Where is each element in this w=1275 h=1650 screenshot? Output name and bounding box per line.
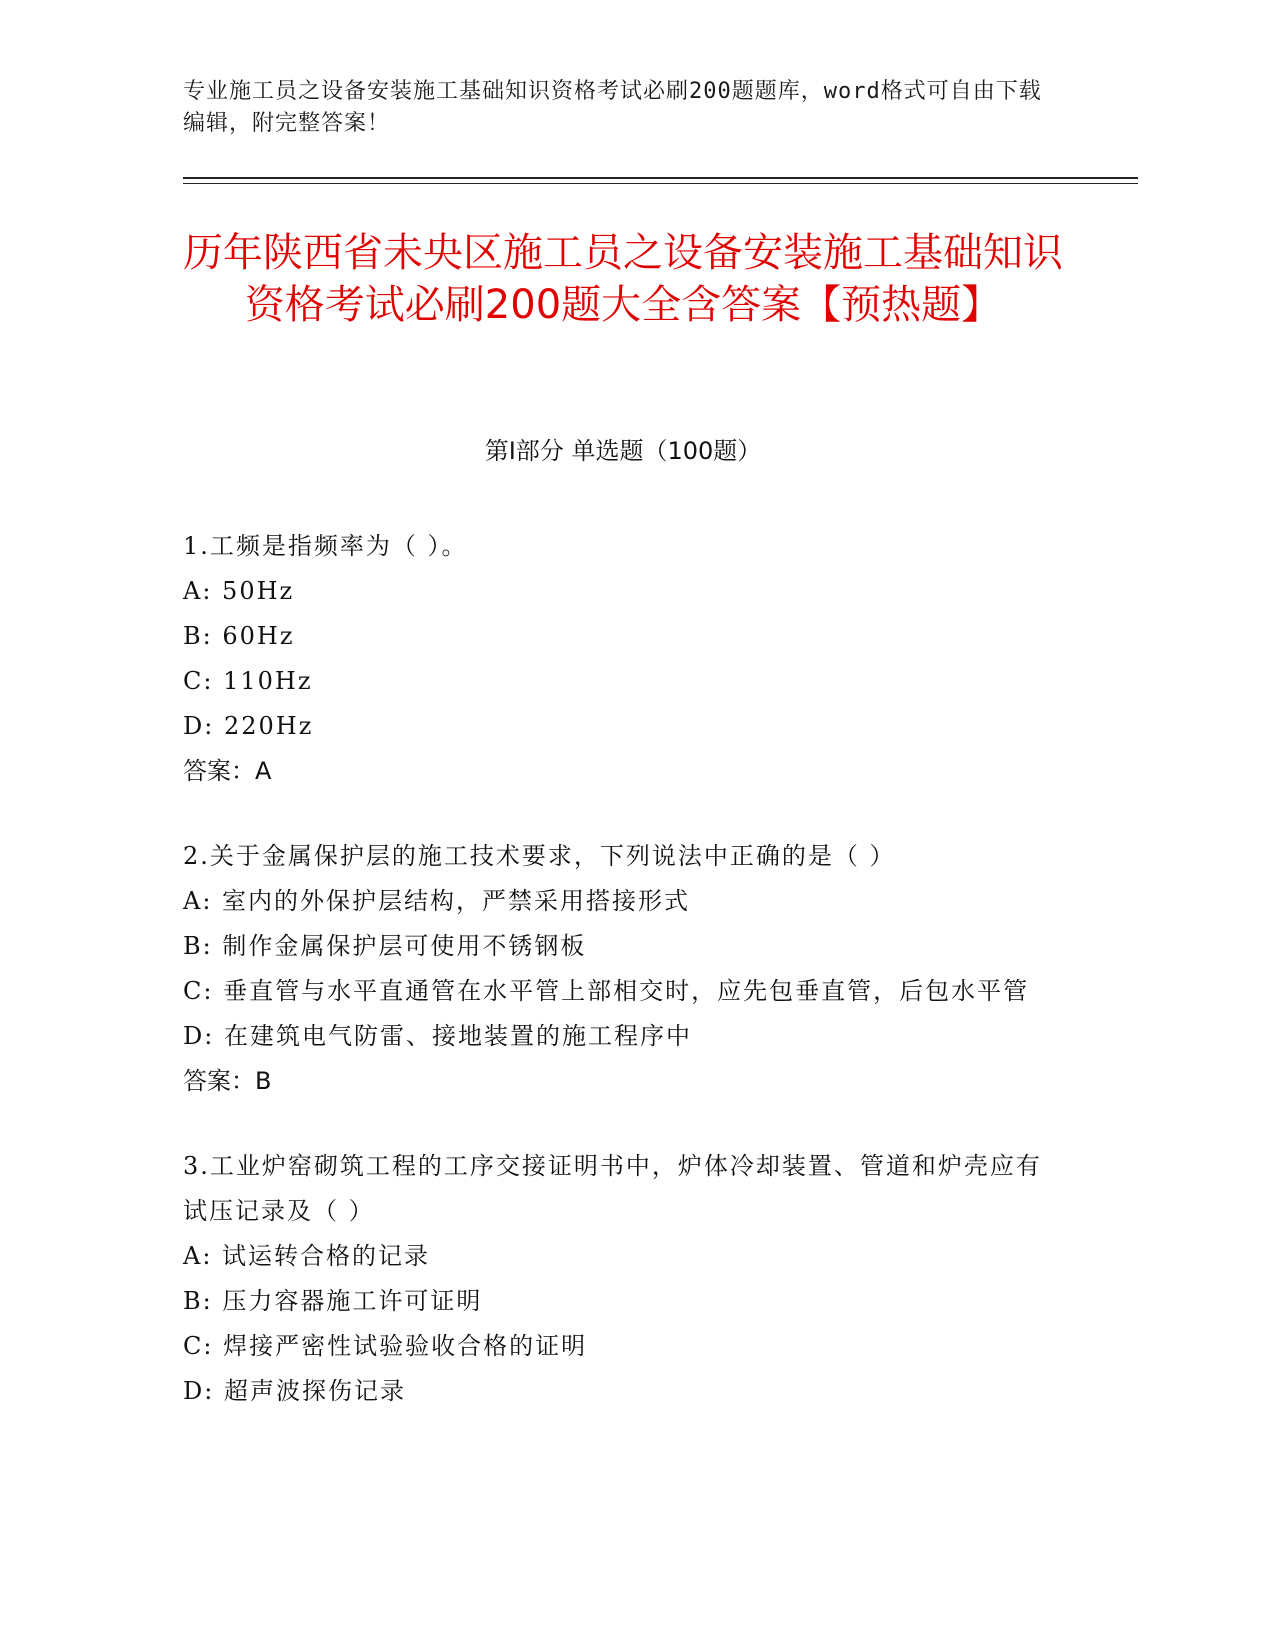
option-a: A: 试运转合格的记录 bbox=[183, 1242, 431, 1270]
section-title: 第I部分 单选题（100题） bbox=[484, 437, 762, 465]
option-c: C: 焊接严密性试验验收合格的证明 bbox=[183, 1332, 588, 1360]
question-2 bbox=[183, 834, 1063, 1104]
header-note: 专业施工员之设备安装施工基础知识资格考试必刷200题题库，word格式可自由下载编辑，附完整答案！ bbox=[183, 79, 1042, 136]
option-d: D: 220Hz bbox=[183, 712, 314, 740]
option-a: A: 室内的外保护层结构，严禁采用搭接形式 bbox=[183, 887, 691, 915]
option-d: D: 超声波探伤记录 bbox=[183, 1377, 406, 1405]
header-divider-thick bbox=[183, 177, 1138, 179]
question-stem: 2.关于金属保护层的施工技术要求，下列说法中正确的是（ ） bbox=[183, 842, 896, 870]
question-stem: 1.工频是指频率为（ ）。 bbox=[183, 532, 468, 560]
header-divider-thin bbox=[183, 183, 1138, 184]
question-stem: 3.工业炉窑砌筑工程的工序交接证明书中，炉体冷却装置、管道和炉壳应有试压记录及（ ） bbox=[183, 1152, 1042, 1225]
option-c: C: 垂直管与水平直通管在水平管上部相交时，应先包垂直管，后包水平管 bbox=[183, 977, 1030, 1005]
document-title: 历年陕西省未央区施工员之设备安装施工基础知识资格考试必刷200题大全含答案【预热题】 bbox=[183, 230, 1063, 328]
question-3 bbox=[183, 1144, 1063, 1414]
option-c: C: 110Hz bbox=[183, 667, 313, 695]
option-b: B: 60Hz bbox=[183, 622, 295, 650]
question-list bbox=[183, 524, 1063, 1454]
question-1 bbox=[183, 524, 1063, 794]
option-b: B: 压力容器施工许可证明 bbox=[183, 1287, 483, 1315]
option-d: D: 在建筑电气防雷、接地装置的施工程序中 bbox=[183, 1022, 692, 1050]
option-a: A: 50Hz bbox=[183, 577, 295, 605]
option-b: B: 制作金属保护层可使用不锈钢板 bbox=[183, 932, 587, 960]
answer-line: 答案：A bbox=[183, 757, 272, 785]
answer-line: 答案：B bbox=[183, 1067, 272, 1095]
